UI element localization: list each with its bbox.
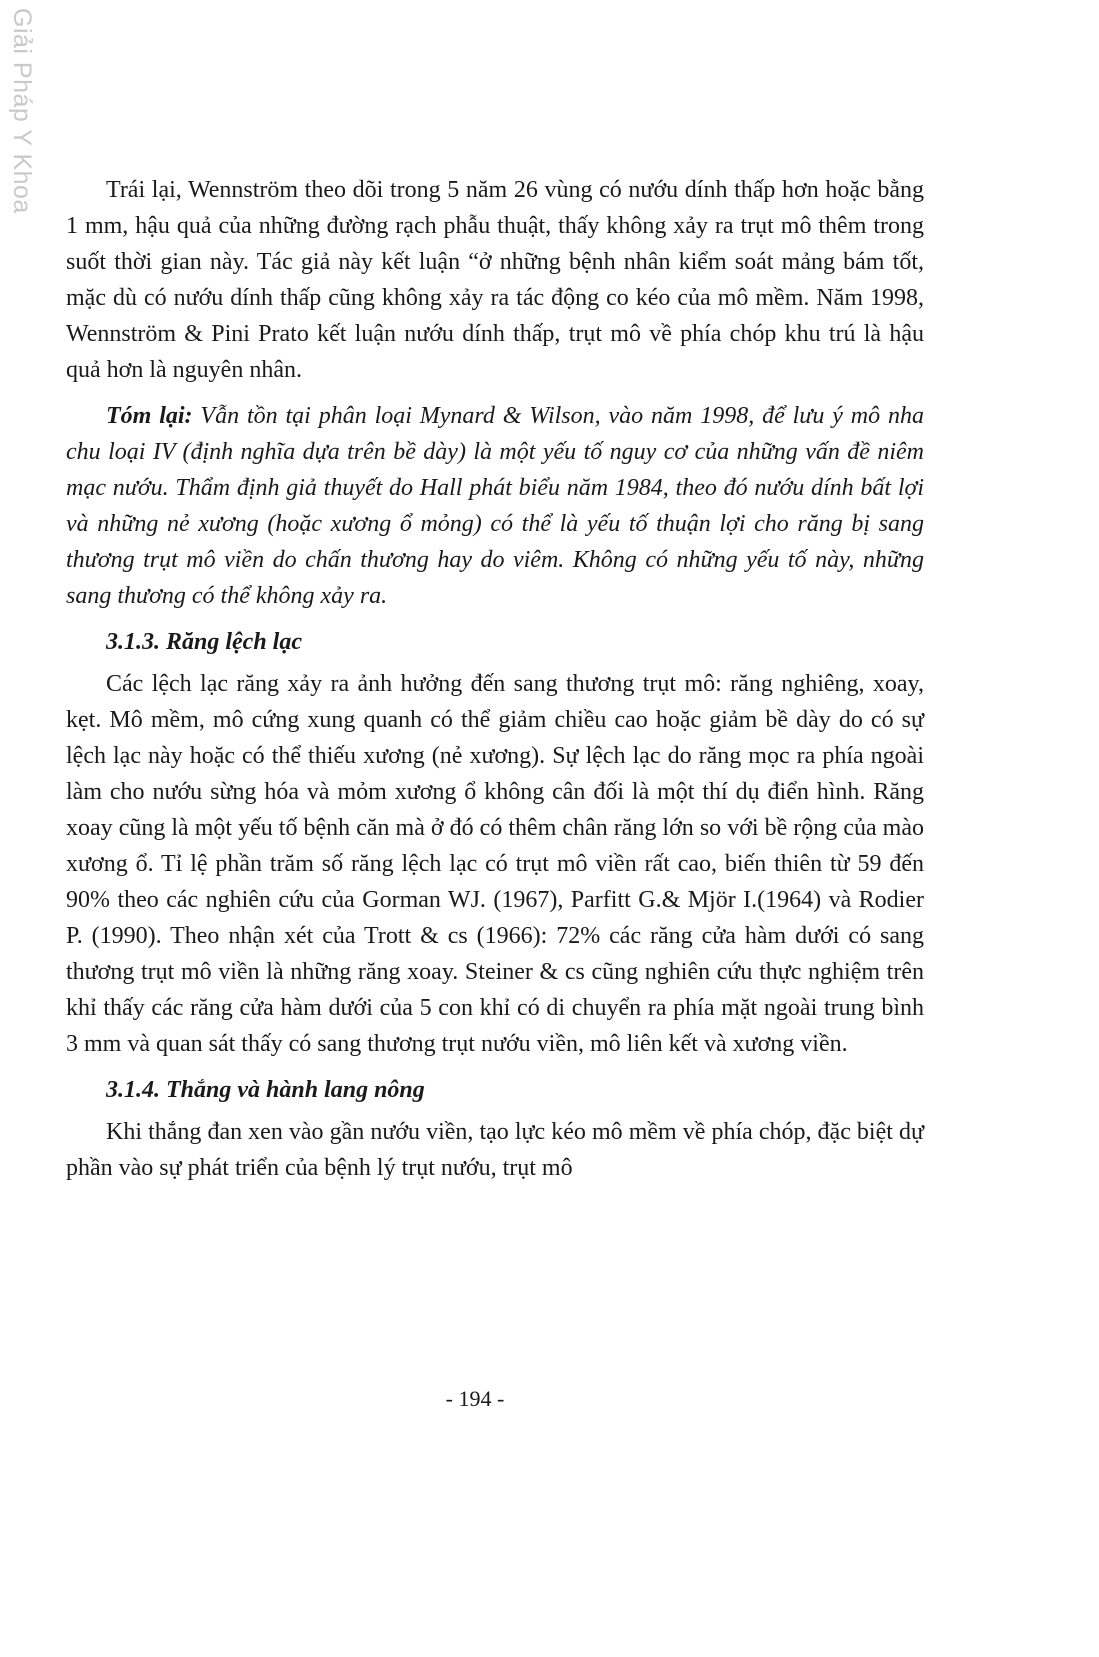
- summary-lead: Tóm lại:: [106, 403, 193, 429]
- paragraph-wennstrom: Trái lại, Wennström theo dõi trong 5 năm 26 vùng có nướu dính thấp hơn hoặc bằng 1 mm, hậu quả của những đường rạch phẫu thuật, thấy không xảy ra trụt mô thêm trong suốt thời gian này. Tác giả này kết luận “ở những bệnh nhân kiểm soát mảng bám tốt, mặc dù có nướu dính thấp cũng không xảy ra tác động co kéo của mô mềm. Năm 1998, Wennström & Pini Prato kết luận nướu dính thấp, trụt mô về phía chóp khu trú là hậu quả hơn là nguyên nhân.: [66, 177, 924, 383]
- paragraph-summary: [66, 398, 924, 614]
- page-number: - 194 -: [445, 1386, 505, 1411]
- heading-3-1-3: 3.1.3. Răng lệch lạc: [106, 629, 302, 655]
- paragraph-frenum: Khi thắng đan xen vào gần nướu viền, tạo lực kéo mô mềm về phía chóp, đặc biệt dự phần vào sự phát triển của bệnh lý trụt nướu, trụt mô: [66, 1119, 924, 1181]
- paragraph-malocclusion: Các lệch lạc răng xảy ra ảnh hưởng đến sang thương trụt mô: răng nghiêng, xoay, kẹt. Mô mềm, mô cứng xung quanh có thể giảm chiều cao hoặc giảm bề dày do có sự lệch lạc này hoặc có thể thiếu xương (nẻ xương). Sự lệch lạc do răng mọc ra phía ngoài làm cho nướu sừng hóa và mỏm xương ổ không cân đối là một thí dụ điển hình. Răng xoay cũng là một yếu tố bệnh căn mà ở đó có thêm chân răng lớn so với bề rộng của mào xương ổ. Tỉ lệ phần trăm số răng lệch lạc có trụt mô viền rất cao, biến thiên từ 59 đến 90% theo các nghiên cứu của Gorman WJ. (1967), Parfitt G.& Mjör I.(1964) và Rodier P. (1990). Theo nhận xét của Trott & cs (1966): 72% các răng cửa hàm dưới có sang thương trụt mô viền là những răng xoay. Steiner & cs cũng nghiên cứu thực nghiệm trên khỉ thấy các răng cửa hàm dưới của 5 con khỉ có di chuyển ra phía mặt ngoài trung bình 3 mm và quan sát thấy có sang thương trụt nướu viền, mô liên kết và xương viền.: [66, 671, 924, 1057]
- summary-body: Vẫn tồn tại phân loại Mynard & Wilson, vào năm 1998, để lưu ý mô nha chu loại IV (định nghĩa dựa trên bề dày) là một yếu tố nguy cơ của những vấn đề niêm mạc nướu. Thẩm định giả thuyết do Hall phát biểu năm 1984, theo đó nướu dính bất lợi và những nẻ xương (hoặc xương ổ mỏng) có thể là yếu tố thuận lợi cho răng bị sang thương trụt mô viền do chấn thương hay do viêm. Không có những yếu tố này, những sang thương có thể không xảy ra.: [66, 403, 925, 609]
- page-body: [66, 172, 924, 1186]
- watermark-text: Giải Pháp Y Khoa: [8, 8, 36, 214]
- heading-3-1-4: 3.1.4. Thắng và hành lang nông: [106, 1077, 425, 1103]
